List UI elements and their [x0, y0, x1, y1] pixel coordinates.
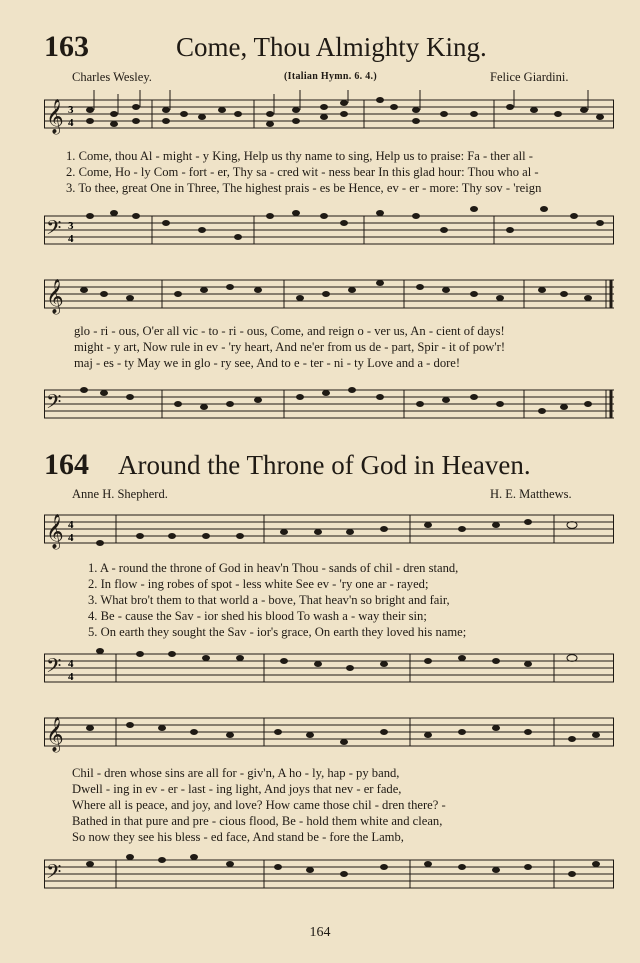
- hymn-163-verse-2-line-1: 2. Come, Ho - ly Com - fort - er, Thy sa - cred wit - ness bear In this glad hour: Thou who al -: [66, 165, 539, 179]
- hymn-164-verse-5-line-2: So now they see his bless - ed face, And stand be - fore the Lamb,: [72, 830, 404, 844]
- page-number: 164: [309, 925, 331, 940]
- svg-text:4: 4: [68, 671, 74, 683]
- hymn-163-verse-3-line-2: maj - es - ty May we in glo - ry see, And to e - ter - ni - ty Love and a - dore!: [74, 356, 461, 370]
- hymn-164-composer: H. E. Matthews.: [490, 487, 572, 501]
- hymn-164-verse-2-line-1: 2. In flow - ing robes of spot - less white See ev - 'ry one ar - rayed;: [88, 577, 429, 591]
- svg-text:3: 3: [68, 220, 74, 232]
- hymn-163-bass-staff-2: [44, 376, 614, 432]
- hymn-163-lyrics-block-1: [66, 148, 614, 196]
- hymn-164-verse-3-line-1: 3. What bro't them to that world a - bove, That heav'n so bright and fair,: [88, 593, 450, 607]
- hymn-163-verse-1-line-2: glo - ri - ous, O'er all vic - to - ri - ous, Come, and reign o - ver us, An - cient of days!: [74, 324, 505, 338]
- svg-text:𝄢: 𝄢: [46, 392, 62, 418]
- hymn-163-verse-3-line-1: 3. To thee, great One in Three, The highest prais - es be Hence, ev - er - more: Thy sov - 'reign: [66, 181, 542, 195]
- hymn-163-title: Come, Thou Almighty King.: [176, 32, 487, 62]
- hymn-164-bass-staff-2: [44, 848, 614, 904]
- hymn-164-title: Around the Throne of God in Heaven.: [118, 450, 531, 480]
- svg-text:𝄞: 𝄞: [46, 515, 64, 548]
- svg-text:𝄞: 𝄞: [46, 100, 64, 133]
- hymn-164-verse-1-line-2: Chil - dren whose sins are all for - giv'n, A ho - ly, hap - py band,: [72, 766, 400, 780]
- svg-text:3: 3: [68, 104, 74, 116]
- hymn-164-verse-5-line-1: 5. On earth they sought the Sav - ior's grace, On earth they loved his name;: [88, 625, 467, 639]
- hymn-163-verse-2-line-2: might - y art, Now rule in ev - 'ry heart, And ne'er from us de - part, Spir - it of pow'r!: [74, 340, 506, 354]
- svg-text:4: 4: [68, 519, 74, 531]
- hymn-164-author: Anne H. Shepherd.: [72, 487, 168, 501]
- hymn-163-treble-staff-2: [44, 268, 614, 324]
- hymn-163-lyrics-block-2: [74, 323, 622, 371]
- hymn-164-verse-2-line-2: Dwell - ing in ev - er - last - ing light, And joys that nev - er fade,: [72, 782, 402, 796]
- hymn-164-treble-staff-1: [44, 505, 614, 561]
- svg-text:𝄢: 𝄢: [46, 218, 62, 244]
- svg-text:𝄢: 𝄢: [46, 656, 62, 682]
- hymn-164-verse-4-line-2: Bathed in that pure and pre - cious flood, Be - hold them white and clean,: [72, 814, 443, 828]
- hymn-164-number: 164: [44, 448, 89, 481]
- hymn-164-verse-4-line-1: 4. Be - cause the Sav - ior shed his blood To wash a - way their sin;: [88, 609, 427, 623]
- svg-text:4: 4: [68, 532, 74, 544]
- hymn-164-bass-staff-1: [44, 642, 614, 698]
- svg-text:𝄢: 𝄢: [46, 862, 62, 888]
- hymn-164-lyrics-block-2: [72, 765, 620, 845]
- hymn-164-lyrics-block-1: [88, 560, 636, 640]
- hymn-164-verse-3-line-2: Where all is peace, and joy, and love? How came those chil - dren there? -: [72, 798, 446, 812]
- hymn-164-verse-1-line-1: 1. A - round the throne of God in heav'n Thou - sands of chil - dren stand,: [88, 561, 459, 575]
- hymn-163-treble-staff-1: [44, 90, 614, 146]
- hymn-163-composer: Felice Giardini.: [490, 70, 569, 84]
- svg-text:𝄞: 𝄞: [46, 718, 64, 751]
- hymn-164-treble-staff-2: [44, 708, 614, 764]
- hymn-163-number: 163: [44, 30, 89, 63]
- hymn-163-verse-1-line-1: 1. Come, thou Al - might - y King, Help us thy name to sing, Help us to praise: Fa - ther all -: [66, 149, 533, 163]
- svg-text:𝄞: 𝄞: [46, 280, 64, 313]
- hymn-163-tune: (Italian Hymn. 6. 4.): [284, 71, 377, 82]
- svg-text:4: 4: [68, 117, 74, 129]
- svg-text:4: 4: [68, 658, 74, 670]
- hymn-163-bass-staff-1: [44, 200, 614, 256]
- hymn-163-author: Charles Wesley.: [72, 70, 152, 84]
- svg-text:4: 4: [68, 233, 74, 245]
